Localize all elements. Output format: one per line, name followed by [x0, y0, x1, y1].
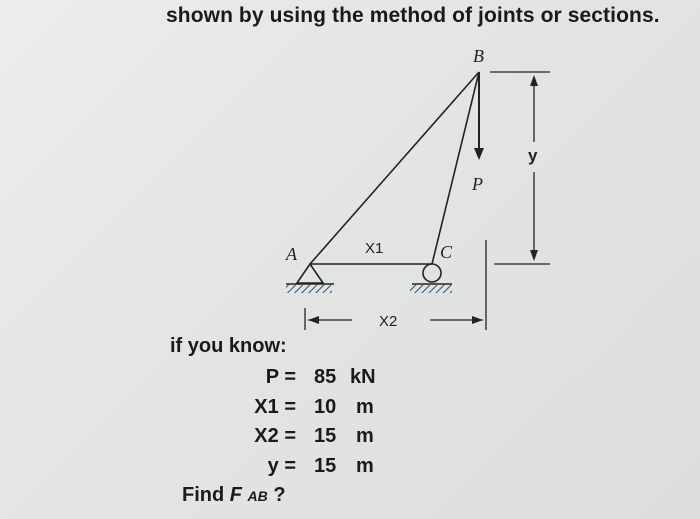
member-ab: [310, 72, 479, 264]
given-value: 85: [314, 366, 337, 388]
problem-statement-header: shown by using the method of joints or sections.: [166, 4, 660, 27]
label-a: A: [286, 244, 297, 264]
label-x1: X1: [365, 240, 384, 257]
label-b: B: [473, 46, 484, 66]
given-name: P =: [265, 366, 296, 388]
member-bc: [432, 72, 479, 264]
label-c: C: [440, 242, 453, 262]
pin-support-a: [286, 264, 334, 293]
find-force-symbol: F: [229, 484, 242, 506]
find-question: [182, 484, 286, 507]
find-force-subscript: AB: [247, 488, 268, 504]
given-value: 10: [314, 396, 337, 418]
find-suffix: ?: [267, 484, 286, 506]
given-unit: m: [356, 425, 374, 447]
given-name: X2 =: [254, 425, 296, 447]
given-value: 15: [314, 425, 337, 447]
label-p: P: [472, 174, 483, 194]
given-unit: m: [356, 455, 374, 477]
dimension-y: [490, 72, 550, 264]
given-name: X1 =: [254, 396, 296, 418]
roller-support-c: [410, 264, 452, 293]
given-values-heading: if you know:: [170, 335, 287, 357]
given-unit: kN: [350, 366, 376, 388]
given-value: 15: [314, 455, 337, 477]
given-unit: m: [356, 396, 374, 418]
label-y: y: [528, 146, 538, 165]
find-prefix: Find: [182, 484, 230, 506]
given-name: y =: [267, 455, 296, 477]
label-x2: X2: [379, 313, 398, 330]
